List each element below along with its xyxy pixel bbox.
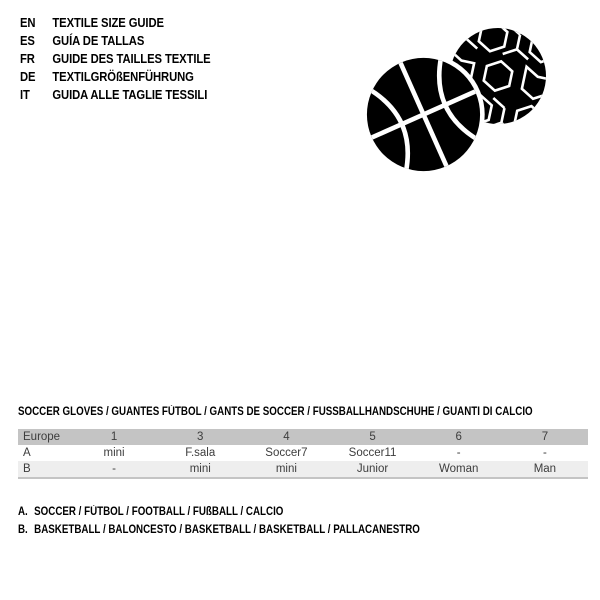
column-header-size: 1 <box>110 431 118 443</box>
language-label: GUÍA DE TALLAS <box>52 34 145 48</box>
size-cell: Soccer11 <box>348 447 397 459</box>
table-row <box>18 445 588 461</box>
language-code: IT <box>20 88 30 102</box>
footnote-text: BASKETBALL / BALONCESTO / BASKETBALL / BASKETBALL / PALLACANESTRO <box>34 524 420 536</box>
size-cell: Woman <box>438 463 479 475</box>
language-row <box>20 50 211 68</box>
language-label: GUIDA ALLE TAGLIE TESSILI <box>52 88 208 102</box>
language-label: TEXTILE SIZE GUIDE <box>52 16 164 30</box>
size-cell: - <box>112 463 116 475</box>
size-cell: - <box>456 447 461 459</box>
language-code: DE <box>20 70 36 84</box>
size-table <box>18 429 588 479</box>
footnote-prefix: A. <box>18 506 28 518</box>
size-cell: mini <box>103 447 125 459</box>
column-header-size: 4 <box>283 431 290 443</box>
language-row <box>20 86 211 104</box>
language-row <box>20 14 211 32</box>
size-cell: - <box>542 447 547 459</box>
language-row <box>20 68 211 86</box>
footnote-row <box>18 521 420 539</box>
language-label: GUIDE DES TAILLES TEXTILE <box>52 52 211 66</box>
size-cell: mini <box>189 463 211 475</box>
footnote-text: SOCCER / FÚTBOL / FOOTBALL / FUßBALL / CALCIO <box>34 506 284 518</box>
language-code: EN <box>20 16 36 30</box>
column-header-region: Europe <box>23 431 61 443</box>
sports-balls-illustration <box>355 18 555 183</box>
language-code: ES <box>20 34 35 48</box>
footnote-prefix: B. <box>18 524 28 536</box>
column-header-size: 7 <box>541 431 549 443</box>
language-code: FR <box>20 52 35 66</box>
row-label: B <box>23 463 31 475</box>
language-label: TEXTILGRÖßENFÜHRUNG <box>52 70 194 84</box>
size-cell: Junior <box>356 463 389 475</box>
size-cell: Soccer7 <box>265 447 308 459</box>
column-header-size: 6 <box>455 431 462 443</box>
size-table-title: SOCCER GLOVES / GUANTES FÚTBOL / GANTS DE SOCCER / FUSSBALLHANDSCHUHE / GUANTI DI CALCIO <box>18 406 533 418</box>
table-row <box>18 461 588 478</box>
size-table-header-row <box>18 429 588 445</box>
language-list <box>20 14 211 104</box>
basketball-icon <box>360 51 487 178</box>
footnotes <box>18 503 420 539</box>
column-header-size: 5 <box>369 431 376 443</box>
footnote-row <box>18 503 420 521</box>
language-row <box>20 32 211 50</box>
row-label: A <box>23 447 31 459</box>
column-header-size: 3 <box>197 431 204 443</box>
size-cell: mini <box>275 463 297 475</box>
size-cell: Man <box>533 463 557 475</box>
size-cell: F.sala <box>185 447 216 459</box>
